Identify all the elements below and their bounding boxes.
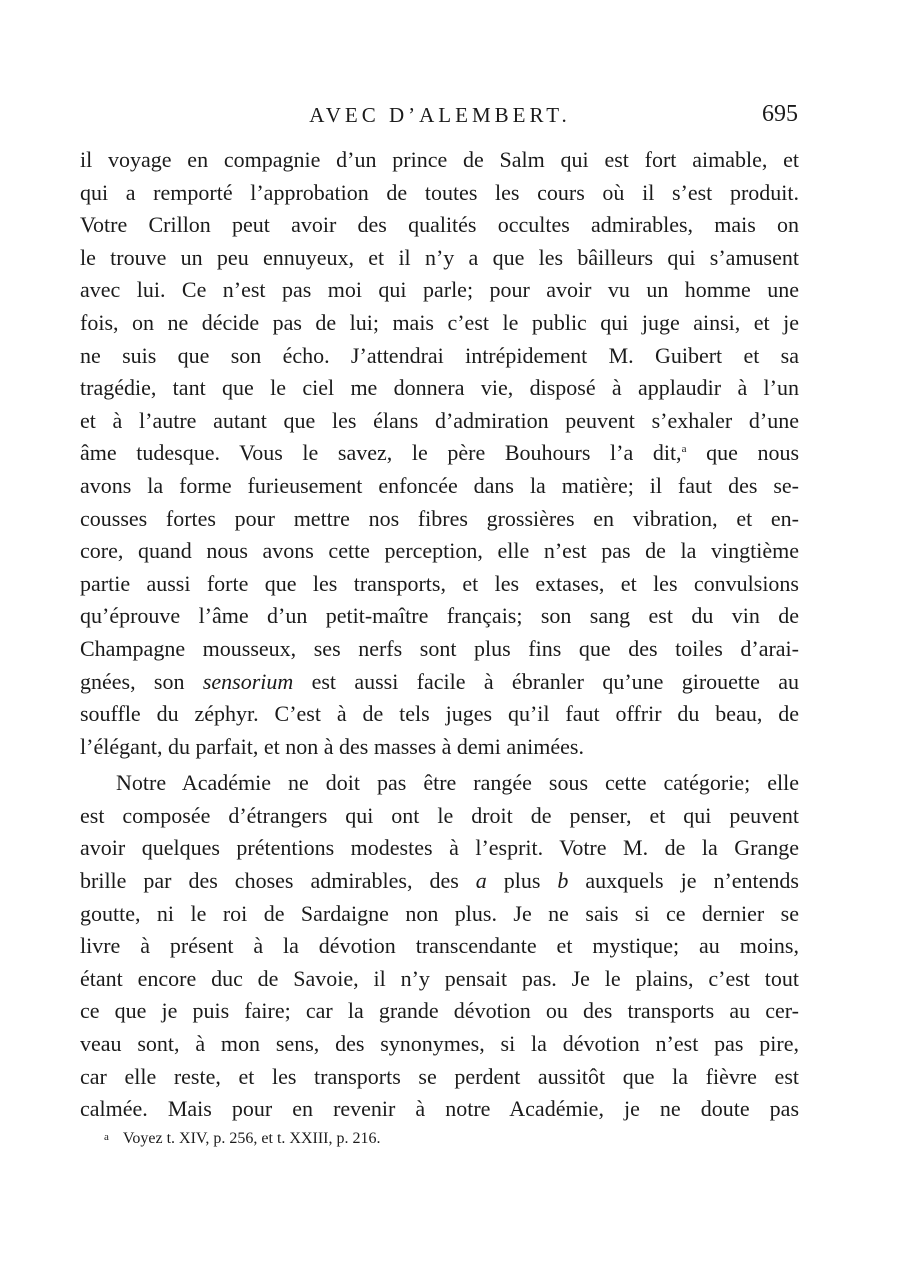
- text-line: goutte, ni le roi de Sardaigne non plus. Je ne sais si ce dernier se: [80, 900, 799, 926]
- text-run: auxquels je n’entends: [568, 868, 799, 894]
- text-line: qui a remporté l’approbation de toutes les cours où il s’est produit.: [80, 179, 799, 205]
- footnote-mark: a: [104, 1131, 109, 1143]
- text-line: l’élégant, du parfait, et non à des masses à demi animées.: [80, 733, 584, 759]
- text-line: est composée d’étrangers qui ont le droit de penser, et qui peuvent: [80, 802, 799, 828]
- text-run: est aussi facile à ébranler qu’une girouette au: [293, 668, 800, 694]
- text-line: étant encore duc de Savoie, il n’y pensait pas. Je le plains, c’est tout: [80, 965, 799, 991]
- text-line: [80, 666, 799, 699]
- text-line: ce que je puis faire; car la grande dévotion ou des transports au cer-: [80, 998, 799, 1024]
- text-line: tragédie, tant que le ciel me donnera vie, disposé à applaudir à l’un: [80, 375, 799, 401]
- text-line: ne suis que son écho. J’attendrai intrépidement M. Guibert et sa: [80, 342, 799, 368]
- footnote: [104, 1126, 381, 1150]
- page-number: 695: [762, 101, 798, 127]
- text-line: Votre Crillon peut avoir des qualités occultes admirables, mais on: [80, 212, 799, 238]
- text-line: le trouve un peu ennuyeux, et il n’y a que les bâilleurs qui s’amusent: [80, 244, 799, 270]
- text-line: [80, 437, 799, 470]
- text-run: plus: [486, 868, 558, 894]
- body-text: [80, 144, 799, 1126]
- text-line: avoir quelques prétentions modestes à l’esprit. Votre M. de la Grange: [80, 835, 799, 861]
- italic-term: a: [475, 868, 487, 894]
- text-run: brille par des choses admirables, des: [80, 868, 476, 894]
- text-line: Champagne mousseux, ses nerfs sont plus fins que des toiles d’arai-: [80, 635, 799, 661]
- text-run: gnées, son: [80, 668, 203, 694]
- italic-term: sensorium: [202, 668, 294, 694]
- text-line: Notre Académie ne doit pas être rangée sous cette catégorie; elle: [116, 770, 799, 796]
- text-line: calmée. Mais pour en revenir à notre Académie, je ne doute pas: [80, 1096, 799, 1122]
- text-line: livre à présent à la dévotion transcendante et mystique; au moins,: [80, 933, 799, 959]
- running-title: AVEC D’ALEMBERT.: [309, 103, 571, 127]
- text-line: core, quand nous avons cette perception, elle n’est pas de la vingtième: [80, 538, 799, 564]
- text-line: cousses fortes pour mettre nos fibres grossières en vibration, et en-: [80, 505, 799, 531]
- text-line: souffle du zéphyr. C’est à de tels juges qu’il faut offrir du beau, de: [80, 701, 799, 727]
- text-line: fois, on ne décide pas de lui; mais c’est le public qui juge ainsi, et je: [80, 309, 799, 335]
- running-head: [80, 100, 800, 134]
- text-line: qu’éprouve l’âme d’un petit-maître français; son sang est du vin de: [80, 603, 799, 629]
- footnote-text: Voyez t. XIV, p. 256, et t. XXIII, p. 216.: [122, 1130, 381, 1147]
- text-line: car elle reste, et les transports se perdent aussitôt que la fièvre est: [80, 1063, 799, 1089]
- text-line: avons la forme furieusement enfoncée dans la matière; il faut des se-: [80, 472, 799, 498]
- text-line: veau sont, à mon sens, des synonymes, si la dévotion n’est pas pire,: [80, 1031, 799, 1057]
- text-line: partie aussi forte que les transports, et les extases, et les convulsions: [80, 570, 799, 596]
- text-run: que nous: [686, 440, 800, 466]
- text-line: et à l’autre autant que les élans d’admiration peuvent s’exhaler d’une: [80, 407, 799, 433]
- text-run: âme tudesque. Vous le savez, le père Bouhours l’a dit,: [80, 440, 682, 466]
- text-line: [80, 865, 799, 898]
- text-line: il voyage en compagnie d’un prince de Salm qui est fort aimable, et: [80, 147, 799, 172]
- footnote-reference: a: [681, 443, 687, 456]
- italic-term: b: [557, 868, 569, 894]
- text-line: avec lui. Ce n’est pas moi qui parle; pour avoir vu un homme une: [80, 277, 799, 303]
